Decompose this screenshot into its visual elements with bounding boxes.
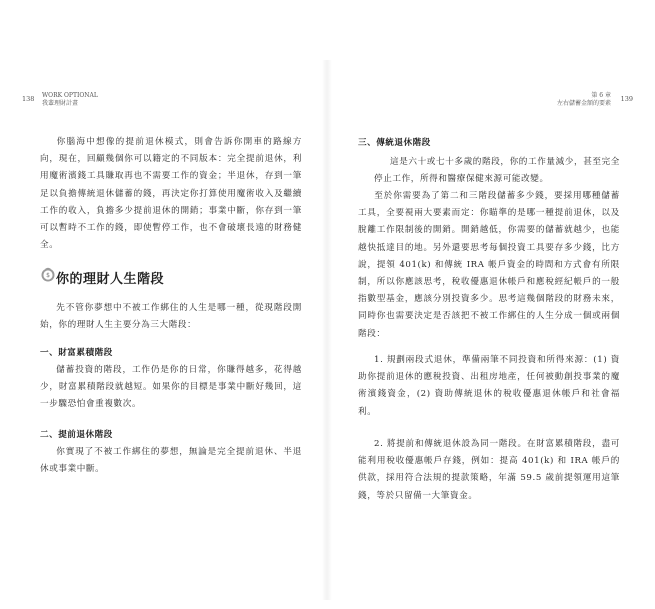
right-paragraph-savings-text: 至於你需要為了第二和三階段儲蓄多少錢，要採用哪種儲蓄工具，全要視兩大要素而定：你瞄準的是哪一種提前退休，以及脫離工作限制後的開銷。開銷越低，你需要的儲蓄就越少，也能越快抵達目的地。另外還要思考每個投資工具要存多少錢，比方說，提領 401(k) 和傳統 IRA 帳戶資金的時間和方式會有所限制，所以你應該思考，稅收優惠退休帳戶和應稅經紀帳戶的一般指數型基金，應該分別投資多少。思考這幾個階段的財務未來，同時你也需要決定是否該把不被工作綁住的人生分成一個或兩個階段： (358, 191, 620, 339)
list-item-2 (358, 436, 620, 505)
subheading-early-retirement: 二、提前退休階段 (40, 430, 113, 440)
list-item-2-text: 2. 將提前和傳統退休設為同一階段。在財富累積階段，盡可能利用稅收優惠帳戶存錢，例如：提高 401(k) 和 IRA 帳戶的供款，採用符合法規的提款策略，年滿 59.5 歲前提領運用這筆錢，等於只留備一大筆資金。 (358, 439, 620, 501)
wealth-accumulation-text: 儲蓄投資的階段，工作仍是你的日常，你賺得越多，花得越少，財富累積階段就越短。如果你的目標是事業中斷好幾回，這一步驟恐怕會重複數次。 (40, 365, 302, 410)
list-item-1-text: 1. 規劃兩段式退休，準備兩筆不同投資和所得來源：(1) 資助你提前退休的應稅投資、出租房地產，任何被動創投事業的魔術濱錢資金，(2) 資助傳統退休的稅收優惠退休帳戶和社會福利。 (358, 355, 620, 417)
early-retirement-text: 你實現了不被工作綁住的夢想，無論是完全提前退休、半退休或事業中斷。 (40, 447, 302, 475)
svg-text:$: $ (46, 272, 50, 280)
left-paragraph-1 (40, 134, 302, 254)
left-running-head-line1: WORK OPTIONAL (42, 92, 98, 99)
left-paragraph-1-text: 你腦海中想像的提前退休模式，則會告訴你開車的路線方向，現在，回顧幾個你可以籍定的不同版本：完全提前退休，利用魔術濱錢工具賺取再也不需要工作的資金；半退休，存到一筆足以負擔傳統退休儲蓄的錢，再決定你打算使用魔術收入及繼續工作的收入，負擔多少提前退休的開銷；事業中斷，你存到一筆可以暫時不工作的錢，即使暫停工作，也不會破壞長遠的財務健全。 (40, 137, 302, 251)
right-page-number: 139 (620, 95, 633, 103)
money-bag-icon (40, 266, 56, 282)
right-running-head-line2: 左右儲蓄金額的要素 (556, 100, 611, 107)
left-running-head-line2: 我輩理財計畫 (42, 100, 79, 107)
right-running-head (557, 92, 611, 108)
section-title: 你的理財人生階段 (56, 272, 165, 287)
left-page-number: 138 (22, 95, 35, 103)
right-running-head-line1: 第 6 章 (591, 92, 611, 99)
wealth-accumulation-paragraph (40, 362, 302, 414)
traditional-retirement-text: 這是六十或七十多歲的階段，你的工作量減少，甚至完全停止工作，所得和醫療保健來源可能改變。 (374, 157, 620, 185)
subheading-traditional-retirement: 三、傳統退休階段 (358, 138, 431, 148)
left-running-head (42, 92, 98, 108)
subheading-wealth-accumulation: 一、財富累積階段 (40, 348, 113, 358)
left-paragraph-2 (40, 300, 302, 334)
left-page (0, 0, 327, 609)
early-retirement-paragraph (40, 444, 302, 478)
traditional-retirement-paragraph (374, 154, 620, 188)
list-item-1 (358, 352, 620, 421)
left-paragraph-2-text: 先不管你夢想中不被工作綁住的人生是哪一種，從現階段開始，你的理財人生主要分為三大階段： (40, 303, 302, 331)
right-paragraph-savings (358, 188, 620, 343)
